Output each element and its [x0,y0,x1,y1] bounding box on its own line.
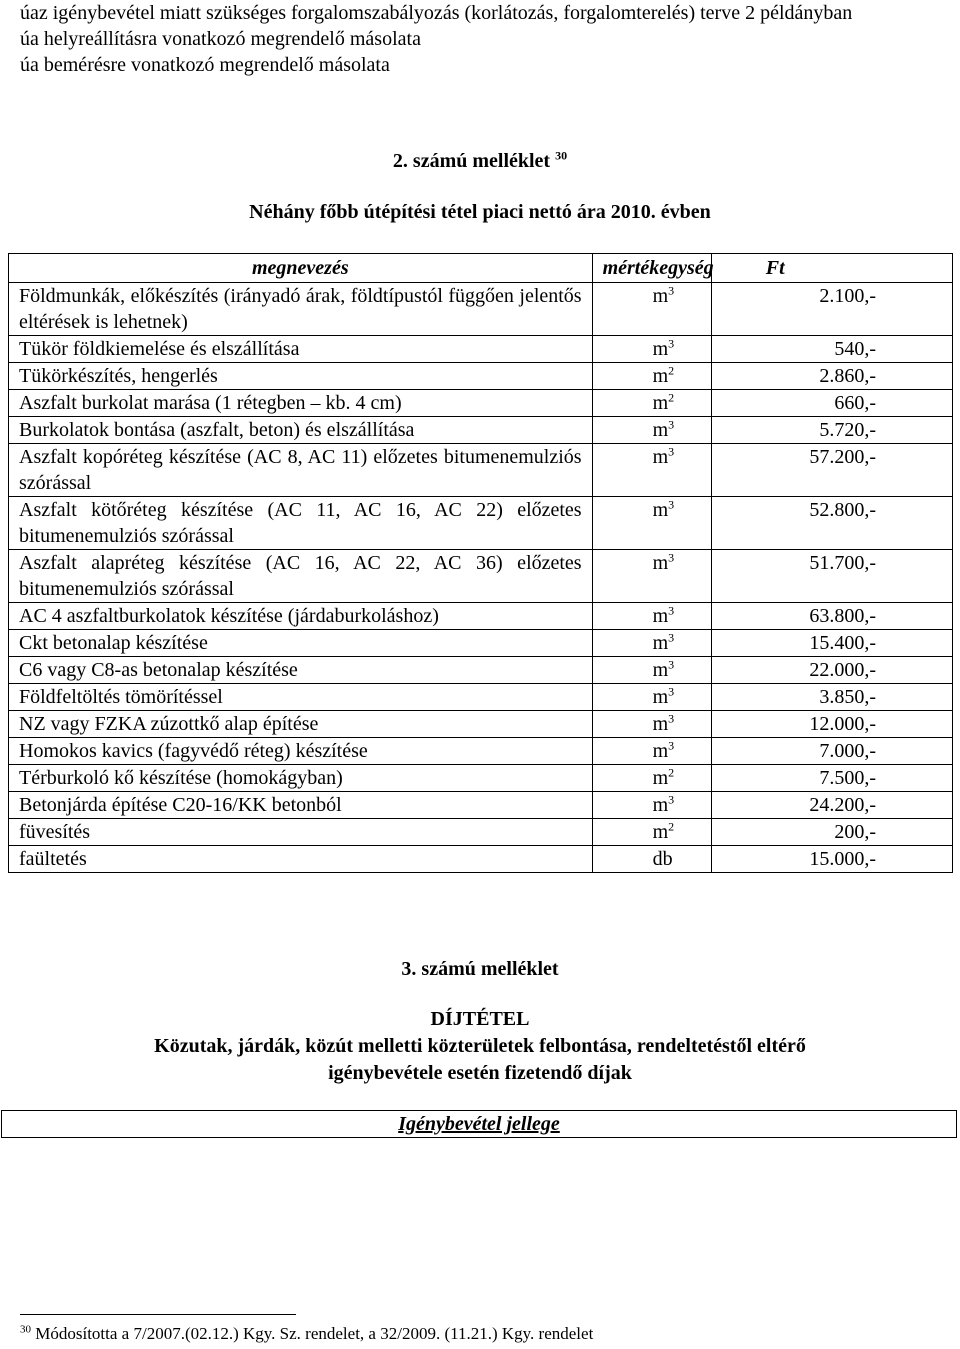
annex2-title-text: 2. számú melléklet [392,150,551,172]
unit-exponent: 3 [668,417,675,432]
item-price: 7.500,- [712,765,953,792]
unit-exponent: 2 [668,819,675,834]
annex3-title: 3. számú melléklet [401,958,559,980]
item-name: Tükör földkiemelése és elszállítása [9,336,593,363]
footnote [20,1324,593,1344]
item-name: Homokos kavics (fagyvédő réteg) készítése [9,738,593,765]
unit-exponent: 3 [668,603,675,618]
annex3-subheading-2: igénybevétele esetén fizetendő díjak [328,1062,632,1084]
unit-exponent: 2 [668,765,675,780]
unit-symbol: m [652,605,669,627]
footnote-text: Módosította a 7/2007.(02.12.) Kgy. Sz. rendelet, a 32/2009. (11.21.) Kgy. rendelet [35,1324,594,1343]
unit-symbol: m [652,767,669,789]
unit-exponent: 3 [668,792,675,807]
unit-symbol: m [652,552,669,574]
unit-exponent: 3 [668,336,675,351]
table-row [9,819,953,846]
table-row [9,603,953,630]
unit-exponent: 3 [668,738,675,753]
annex2-title [0,150,960,173]
table-row [9,765,953,792]
item-name: NZ vagy FZKA zúzottkő alap építése [9,711,593,738]
item-unit [592,444,712,497]
item-unit [592,792,712,819]
table-row [9,792,953,819]
item-unit [592,603,712,630]
table-row [9,846,953,873]
item-name: Térburkoló kő készítése (homokágyban) [9,765,593,792]
item-price: 2.100,- [712,283,953,336]
item-name: Földfeltöltés tömörítéssel [9,684,593,711]
unit-symbol: m [652,686,669,708]
unit-symbol: m [652,659,669,681]
item-name: C6 vagy C8-as betonalap készítése [9,657,593,684]
unit-symbol: db [652,848,673,870]
unit-symbol: m [652,632,669,654]
annex3-heading: DÍJTÉTEL [430,1008,530,1030]
item-name: Földmunkák, előkészítés (irányadó árak, földtípustól függően jelentős eltérések is lehetnek) [9,283,593,336]
unit-symbol: m [652,499,669,521]
unit-symbol: m [652,821,669,843]
intro-line: úa bemérésre vonatkozó megrendelő másolata [20,54,390,76]
item-unit [592,819,712,846]
item-unit [592,550,712,603]
item-price: 12.000,- [712,711,953,738]
unit-exponent: 2 [668,390,675,405]
item-price: 52.800,- [712,497,953,550]
unit-symbol: m [652,794,669,816]
unit-symbol: m [652,419,669,441]
table-row [9,550,953,603]
unit-exponent: 3 [668,550,675,565]
item-price: 15.400,- [712,630,953,657]
item-unit [592,283,712,336]
footnote-separator [20,1314,296,1315]
unit-symbol: m [652,713,669,735]
table-row [9,684,953,711]
table-row [9,283,953,336]
item-unit [592,390,712,417]
unit-exponent: 2 [668,363,675,378]
item-price: 200,- [712,819,953,846]
item-unit [592,684,712,711]
annex3-subheading-1: Közutak, járdák, közút melletti közterületek felbontása, rendeltetéstől eltérő [154,1035,806,1057]
item-name: füvesítés [9,819,593,846]
unit-exponent: 3 [668,657,675,672]
item-name: Aszfalt alapréteg készítése (AC 16, AC 22, AC 36) előzetes bitumenemulziós szórással [9,550,593,603]
usage-type-box [1,1110,957,1138]
table-header-row [9,254,953,283]
item-unit [592,765,712,792]
item-price: 3.850,- [712,684,953,711]
unit-exponent: 3 [668,630,675,645]
unit-exponent: 3 [668,283,675,298]
header-price: Ft [712,254,953,283]
item-price: 540,- [712,336,953,363]
item-name: Aszfalt kötőréteg készítése (AC 11, AC 16, AC 22) előzetes bitumenemulziós szórással [9,497,593,550]
table-row [9,390,953,417]
unit-symbol: m [652,338,669,360]
table-row [9,630,953,657]
table-row [9,363,953,390]
intro-list [20,0,920,78]
usage-type-label: Igénybevétel jellege [398,1113,560,1135]
footnote-ref: 30 [555,148,568,163]
unit-symbol: m [652,365,669,387]
item-unit [592,417,712,444]
table-row [9,497,953,550]
item-name: Burkolatok bontása (aszfalt, beton) és elszállítása [9,417,593,444]
item-price: 660,- [712,390,953,417]
item-unit [592,363,712,390]
item-name: AC 4 aszfaltburkolatok készítése (járdaburkoláshoz) [9,603,593,630]
table-row [9,444,953,497]
item-price: 5.720,- [712,417,953,444]
item-name: Betonjárda építése C20-16/KK betonból [9,792,593,819]
intro-line: úaz igénybevétel miatt szükséges forgalomszabályozás (korlátozás, forgalomterelés) terve 2 példányban [20,2,853,24]
item-price: 2.860,- [712,363,953,390]
unit-symbol: m [652,392,669,414]
item-price: 57.200,- [712,444,953,497]
item-unit [592,846,712,873]
unit-symbol: m [652,446,669,468]
item-unit [592,336,712,363]
item-unit [592,657,712,684]
intro-line: úa helyreállításra vonatkozó megrendelő másolata [20,28,421,50]
item-price: 7.000,- [712,738,953,765]
unit-symbol: m [652,285,669,307]
unit-exponent: 3 [668,684,675,699]
table-row [9,336,953,363]
item-price: 63.800,- [712,603,953,630]
table-row [9,738,953,765]
item-price: 22.000,- [712,657,953,684]
item-name: Tükörkészítés, hengerlés [9,363,593,390]
header-name: megnevezés [9,254,593,283]
item-name: Ckt betonalap készítése [9,630,593,657]
item-unit [592,497,712,550]
unit-exponent: 3 [668,444,675,459]
footnote-number: 30 [20,1323,31,1336]
table-row [9,711,953,738]
unit-exponent: 3 [668,497,675,512]
price-table [8,253,953,873]
item-name: faültetés [9,846,593,873]
unit-exponent: 3 [668,711,675,726]
item-name: Aszfalt kopóréteg készítése (AC 8, AC 11) előzetes bitumenemulziós szórással [9,444,593,497]
item-price: 15.000,- [712,846,953,873]
item-price: 24.200,- [712,792,953,819]
table-row [9,417,953,444]
unit-symbol: m [652,740,669,762]
item-name: Aszfalt burkolat marása (1 rétegben – kb. 4 cm) [9,390,593,417]
item-unit [592,630,712,657]
annex2-subtitle: Néhány főbb útépítési tétel piaci nettó ára 2010. évben [249,201,711,223]
header-unit: mértékegység [592,254,712,283]
item-unit [592,711,712,738]
item-unit [592,738,712,765]
table-row [9,657,953,684]
item-price: 51.700,- [712,550,953,603]
